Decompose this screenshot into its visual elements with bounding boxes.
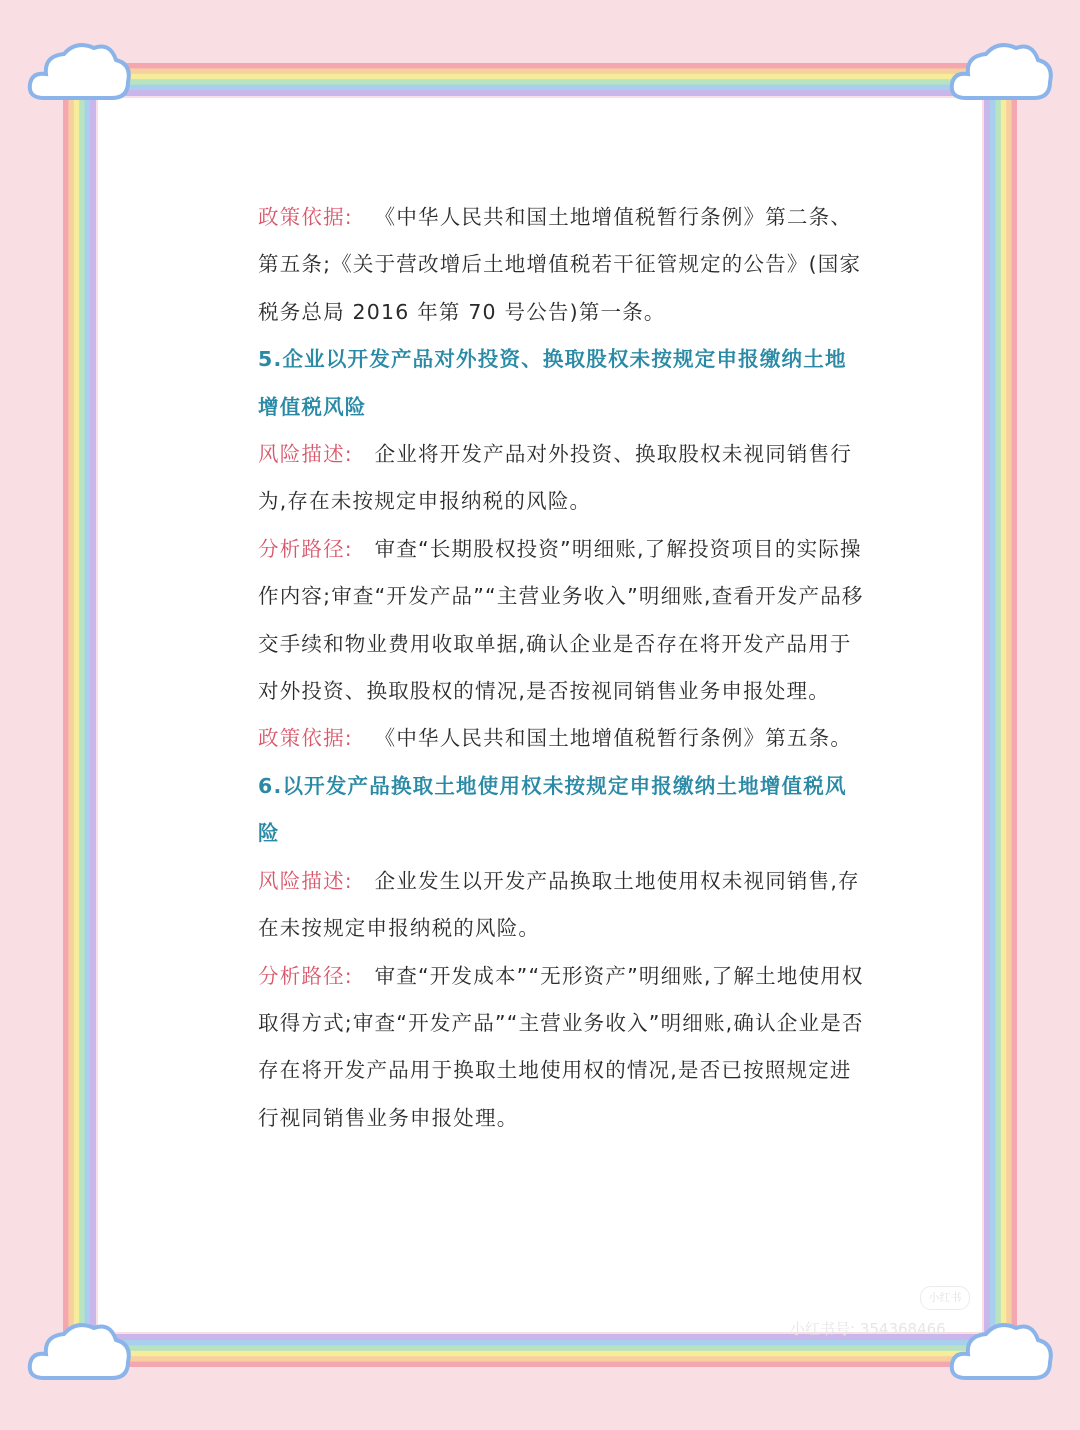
cloud-icon [24, 1316, 134, 1394]
paragraph-text: 审查“长期股权投资”明细账,了解投资项目的实际操作内容;审查“开发产品”“主营业务收入”明细账,查看开发产品移交手续和物业费用收取单据,确认企业是否存在将开发产品用于对外投资、换取股权的情况,是否按视同销售业务申报处理。 [258, 536, 864, 704]
section-heading [258, 336, 868, 431]
paragraph-text: 审查“开发成本”“无形资产”明细账,了解土地使用权取得方式;审查“开发产品”“主营业务收入”明细账,确认企业是否存在将开发产品用于换取土地使用权的情况,是否已按照规定进行视同销售业务申报处理。 [258, 963, 864, 1130]
paragraph-text: 《中华人民共和国土地增值税暂行条例》第五条。 [374, 726, 853, 751]
cloud-icon [24, 36, 134, 114]
article-content [258, 194, 868, 1142]
body-paragraph [258, 526, 868, 716]
paragraph-text: 《中华人民共和国土地增值税暂行条例》第二条、第五条;《关于营改增后土地增值税若干征管规定的公告》(国家税务总局 2016 年第 70 号公告)第一条。 [258, 205, 862, 324]
paragraph-text: 企业发生以开发产品换取土地使用权未视同销售,存在未按规定申报纳税的风险。 [258, 868, 860, 941]
paragraph-text: 企业将开发产品对外投资、换取股权未视同销售行为,存在未按规定申报纳税的风险。 [258, 442, 853, 514]
watermark-id: 小红书号: 354368466 [790, 1320, 946, 1338]
cloud-icon [946, 36, 1056, 114]
section-heading [258, 763, 868, 858]
watermark-logo: 小红书 [920, 1286, 970, 1310]
body-paragraph [258, 858, 868, 953]
paragraph-label: 风险描述: [258, 442, 353, 467]
paragraph-label: 分析路径: [258, 963, 353, 988]
cloud-icon [946, 1316, 1056, 1394]
paragraph-label: 风险描述: [258, 868, 353, 893]
body-paragraph [258, 194, 868, 336]
paragraph-label: 政策依据: [258, 205, 353, 229]
paragraph-label: 政策依据: [258, 726, 353, 751]
body-paragraph [258, 953, 868, 1143]
heading-text: 5.企业以开发产品对外投资、换取股权未按规定申报缴纳土地增值税风险 [258, 347, 847, 419]
paragraph-label: 分析路径: [258, 536, 353, 561]
heading-text: 6.以开发产品换取土地使用权未按规定申报缴纳土地增值税风险 [258, 773, 847, 846]
body-paragraph [258, 715, 868, 762]
body-paragraph [258, 431, 868, 526]
